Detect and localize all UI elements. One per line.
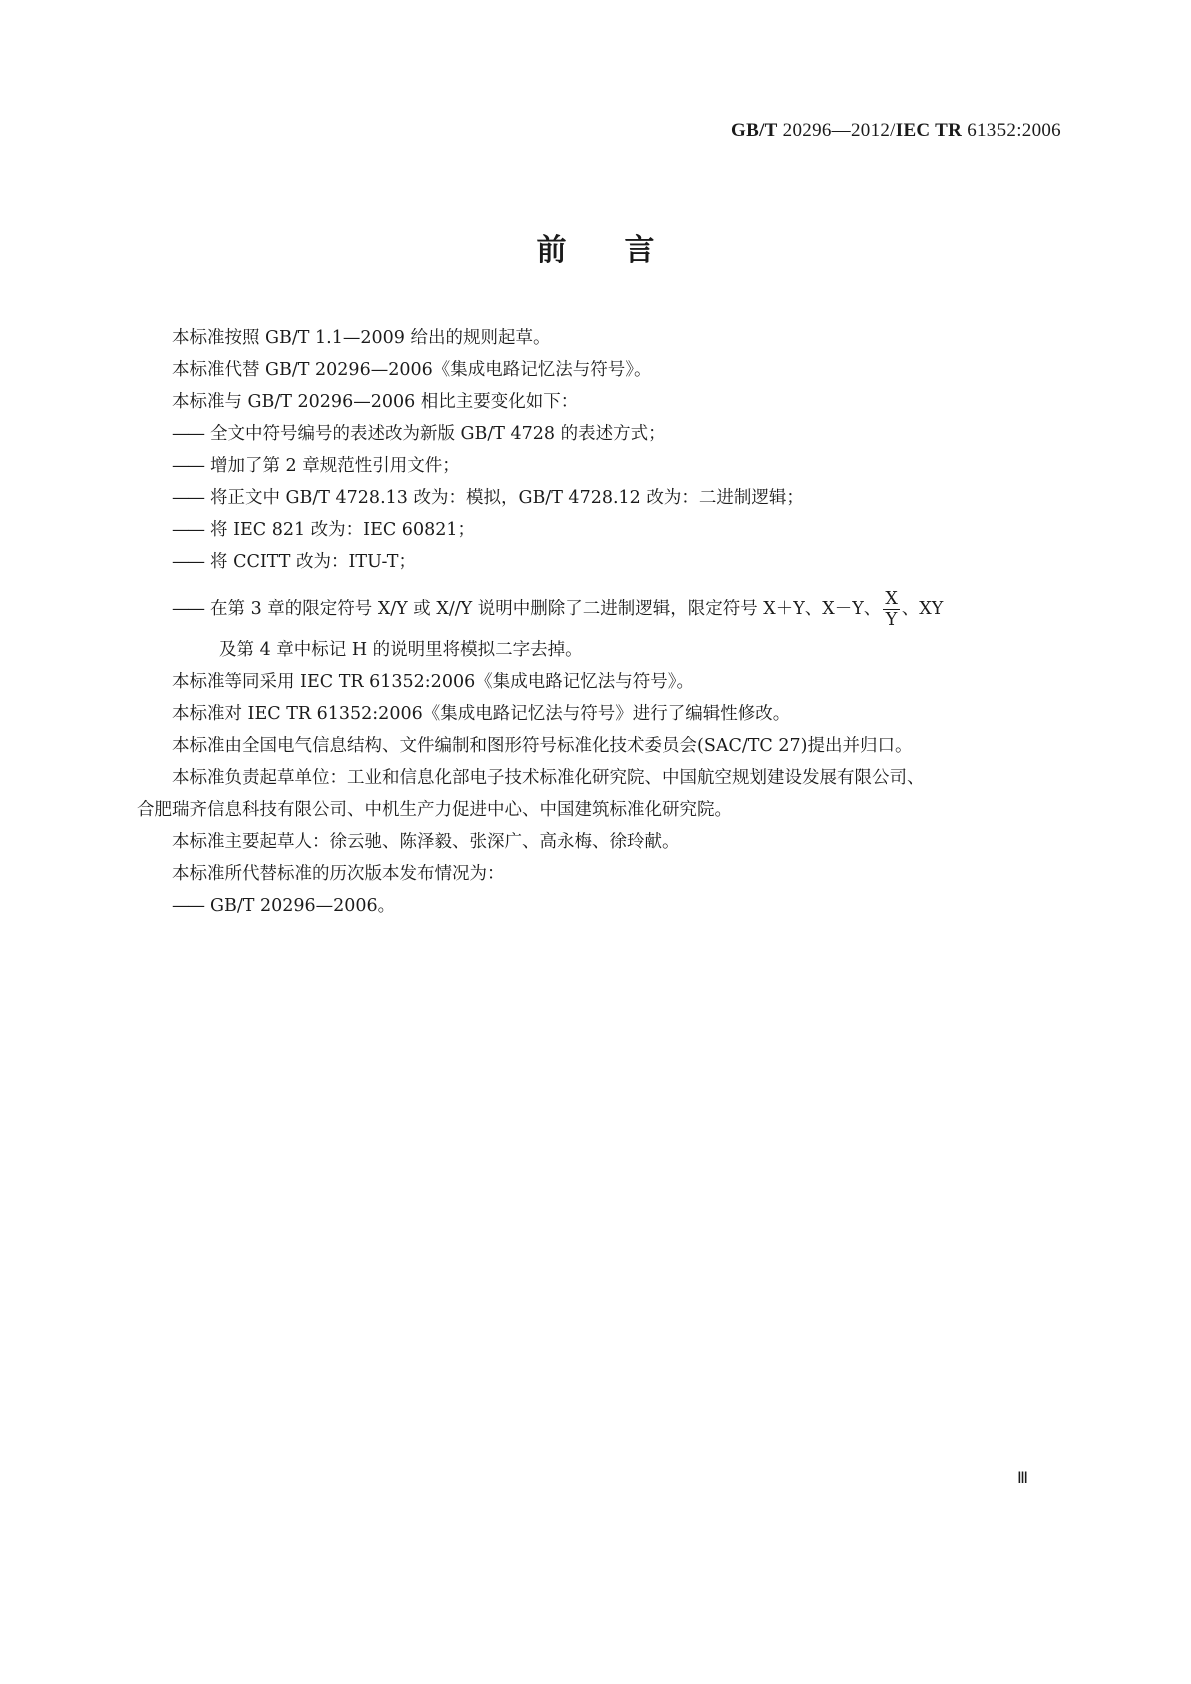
foreword-body (137, 322, 1062, 922)
change-item (137, 546, 1062, 578)
page-title (0, 225, 1191, 269)
paragraph: 本标准与 GB/T 20296—2006 相比主要变化如下： (172, 392, 579, 412)
paragraph: 本标准代替 GB/T 20296—2006《集成电路记忆法与符号》。 (172, 360, 652, 380)
change-text: 全文中符号编号的表述改为新版 GB/T 4728 的表述方式； (210, 424, 666, 444)
dash-marker: —— (172, 896, 203, 916)
change-item (137, 450, 1062, 482)
history-item (137, 890, 1062, 922)
paragraph: 本标准负责起草单位：工业和信息化部电子技术标准化研究院、中国航空规划建设发展有限公司、 (172, 768, 925, 788)
change-item (137, 418, 1062, 450)
change-text-tail: 、XY (901, 599, 944, 619)
change-item (137, 584, 1062, 634)
fraction-denominator: Y (885, 610, 898, 630)
header-std-number: 20296—2012/ (777, 120, 896, 141)
change-text: 将正文中 GB/T 4728.13 改为：模拟，GB/T 4728.12 改为：二进制逻辑； (210, 488, 804, 508)
fraction-numerator: X (885, 589, 898, 609)
document-header (731, 120, 1061, 142)
change-text: 将 CCITT 改为：ITU-T； (210, 552, 416, 572)
dash-marker: —— (172, 599, 203, 619)
paragraph: 本标准由全国电气信息结构、文件编制和图形符号标准化技术委员会(SAC/TC 27)提出并归口。 (172, 736, 913, 756)
page-number: Ⅲ (1017, 1470, 1029, 1487)
dash-marker: —— (172, 552, 203, 572)
fraction-x-over-y (883, 589, 899, 630)
change-text: 在第 3 章的限定符号 X/Y 或 X//Y 说明中删除了二进制逻辑，限定符号 X＋Y、X－Y、 (210, 599, 882, 619)
change-item (137, 482, 1062, 514)
header-iec-number: 61352:2006 (962, 120, 1061, 141)
change-continuation: 及第 4 章中标记 H 的说明里将模拟二字去掉。 (219, 640, 583, 660)
dash-marker: —— (172, 488, 203, 508)
dash-marker: —— (172, 520, 203, 540)
header-std-code: GB/T (731, 120, 778, 141)
paragraph-continuation: 合肥瑞齐信息科技有限公司、中机生产力促进中心、中国建筑标准化研究院。 (137, 800, 732, 820)
change-text: 将 IEC 821 改为：IEC 60821； (210, 520, 475, 540)
change-item (137, 514, 1062, 546)
paragraph: 本标准对 IEC TR 61352:2006《集成电路记忆法与符号》进行了编辑性修改。 (172, 704, 791, 724)
change-text: 增加了第 2 章规范性引用文件； (210, 456, 460, 476)
history-text: GB/T 20296—2006。 (210, 896, 396, 916)
paragraph: 本标准所代替标准的历次版本发布情况为： (172, 864, 505, 884)
paragraph: 本标准按照 GB/T 1.1—2009 给出的规则起草。 (172, 328, 551, 348)
header-iec-code: IEC TR (895, 120, 963, 141)
paragraph: 本标准等同采用 IEC TR 61352:2006《集成电路记忆法与符号》。 (172, 672, 694, 692)
title-char-1: 前 (536, 233, 567, 268)
dash-marker: —— (172, 424, 203, 444)
dash-marker: —— (172, 456, 203, 476)
title-char-2: 言 (624, 233, 655, 268)
paragraph: 本标准主要起草人：徐云驰、陈泽毅、张深广、高永梅、徐玲献。 (172, 832, 680, 852)
